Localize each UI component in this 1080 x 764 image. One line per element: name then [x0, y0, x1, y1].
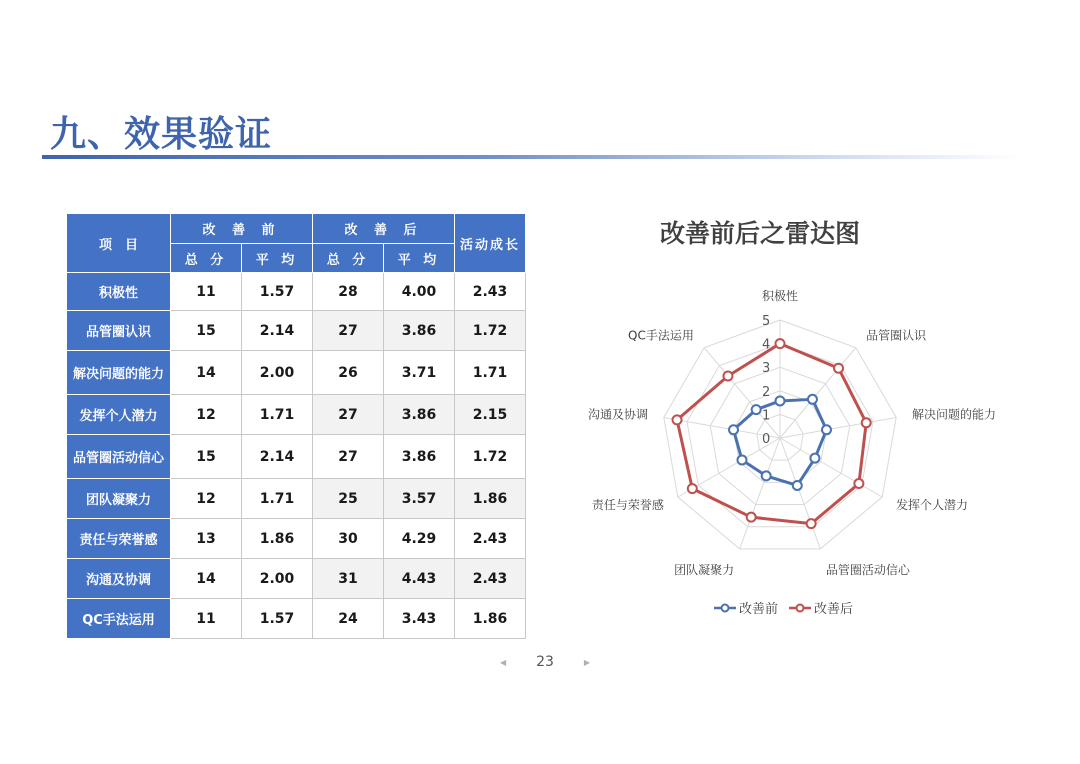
header-growth: 活动成长 [455, 214, 526, 273]
radar-category-label: 沟通及协调 [588, 407, 649, 422]
cell-after-avg: 3.86 [384, 395, 455, 435]
cell-growth: 1.86 [455, 599, 526, 639]
table-row [67, 519, 526, 559]
cell-before-avg: 2.14 [242, 435, 313, 479]
cell-after-avg: 3.71 [384, 351, 455, 395]
cell-after-total: 27 [313, 395, 384, 435]
radar-point-after [747, 513, 756, 522]
prev-page-icon[interactable]: ◀ [500, 657, 507, 667]
row-label: QC手法运用 [67, 599, 171, 639]
radar-tick-label: 3 [762, 361, 771, 377]
radar-point-after [723, 371, 732, 380]
radar-category-label: 品管圈认识 [866, 328, 927, 343]
radar-point-after [862, 418, 871, 427]
row-label: 团队凝聚力 [67, 479, 171, 519]
radar-tick-label: 2 [762, 384, 771, 400]
radar-tick-label: 4 [762, 337, 771, 353]
row-label: 责任与荣誉感 [67, 519, 171, 559]
cell-after-avg: 3.43 [384, 599, 455, 639]
radar-tick-label: 1 [762, 408, 771, 424]
radar-category-label: 责任与荣誉感 [591, 498, 664, 512]
cell-after-avg: 3.86 [384, 311, 455, 351]
radar-point-before [808, 395, 817, 404]
next-page-icon[interactable]: ▶ [583, 657, 590, 667]
cell-growth: 2.43 [455, 273, 526, 311]
cell-after-total: 26 [313, 351, 384, 395]
header-after-total: 总 分 [313, 244, 384, 273]
cell-before-avg: 2.14 [242, 311, 313, 351]
cell-after-total: 30 [313, 519, 384, 559]
radar-point-before [752, 405, 761, 414]
title-underline [42, 155, 1022, 159]
header-after: 改 善 后 [313, 214, 455, 244]
cell-before-total: 12 [171, 395, 242, 435]
radar-category-label: 解决问题的能力 [911, 407, 996, 422]
radar-point-after [854, 479, 863, 488]
radar-point-before [729, 425, 738, 434]
cell-before-avg: 1.71 [242, 479, 313, 519]
radar-point-after [776, 339, 785, 348]
table-row [67, 311, 526, 351]
cell-growth: 2.43 [455, 519, 526, 559]
cell-after-total: 24 [313, 599, 384, 639]
radar-point-after [688, 484, 697, 493]
cell-before-avg: 2.00 [242, 559, 313, 599]
row-label: 发挥个人潜力 [67, 395, 171, 435]
cell-growth: 1.72 [455, 435, 526, 479]
cell-after-avg: 3.86 [384, 435, 455, 479]
table-row [67, 435, 526, 479]
cell-before-total: 14 [171, 351, 242, 395]
cell-growth: 2.15 [455, 395, 526, 435]
cell-after-total: 25 [313, 479, 384, 519]
radar-category-label: QC手法运用 [628, 328, 694, 343]
radar-tick-label: 5 [762, 314, 771, 329]
radar-point-after [807, 519, 816, 528]
table-row [67, 599, 526, 639]
cell-before-total: 11 [171, 599, 242, 639]
cell-before-avg: 1.71 [242, 395, 313, 435]
cell-after-avg: 4.43 [384, 559, 455, 599]
cell-before-total: 12 [171, 479, 242, 519]
cell-growth: 1.86 [455, 479, 526, 519]
radar-point-before [793, 481, 802, 490]
radar-point-before [737, 455, 746, 464]
legend-item-after [788, 598, 853, 617]
cell-after-avg: 4.29 [384, 519, 455, 559]
cell-before-total: 15 [171, 435, 242, 479]
header-before: 改 善 前 [171, 214, 313, 244]
radar-chart [560, 280, 1000, 580]
legend-item-before [713, 598, 778, 617]
radar-category-label: 发挥个人潜力 [896, 498, 969, 512]
row-label: 沟通及协调 [67, 559, 171, 599]
chart-title: 改善前后之雷达图 [660, 219, 861, 248]
radar-point-after [673, 415, 682, 424]
cell-before-total: 14 [171, 559, 242, 599]
cell-after-total: 27 [313, 435, 384, 479]
cell-after-avg: 3.57 [384, 479, 455, 519]
radar-point-after [834, 364, 843, 373]
row-label: 品管圈活动信心 [67, 435, 171, 479]
radar-tick-label: 0 [762, 432, 771, 447]
cell-before-avg: 1.57 [242, 273, 313, 311]
cell-after-total: 27 [313, 311, 384, 351]
header-before-avg: 平 均 [242, 244, 313, 273]
table-row [67, 351, 526, 395]
radar-point-before [776, 396, 785, 405]
cell-growth: 2.43 [455, 559, 526, 599]
row-label: 积极性 [67, 273, 171, 311]
cell-before-avg: 2.00 [242, 351, 313, 395]
row-label: 品管圈认识 [67, 311, 171, 351]
table-row [67, 559, 526, 599]
radar-point-before [822, 425, 831, 434]
cell-after-total: 28 [313, 273, 384, 311]
row-label: 解决问题的能力 [67, 351, 171, 395]
legend-label-before: 改善前 [739, 602, 779, 617]
legend-label-after: 改善后 [814, 602, 854, 617]
evaluation-table [66, 213, 526, 639]
header-before-total: 总 分 [171, 244, 242, 273]
table-row [67, 395, 526, 435]
legend-marker-before [713, 603, 737, 613]
radar-category-label: 积极性 [761, 289, 799, 303]
legend-marker-after [788, 603, 812, 613]
cell-growth: 1.72 [455, 311, 526, 351]
radar-category-label: 团队凝聚力 [674, 562, 735, 577]
page-title: 九、效果验证 [50, 114, 273, 155]
cell-before-total: 13 [171, 519, 242, 559]
radar-category-label: 品管圈活动信心 [825, 562, 910, 577]
cell-before-avg: 1.86 [242, 519, 313, 559]
cell-before-total: 11 [171, 273, 242, 311]
radar-spoke [780, 418, 896, 438]
cell-growth: 1.71 [455, 351, 526, 395]
cell-after-total: 31 [313, 559, 384, 599]
cell-before-avg: 1.57 [242, 599, 313, 639]
chart-legend [713, 598, 853, 617]
radar-point-before [762, 471, 771, 480]
page-number: 23 [536, 654, 554, 670]
header-item: 项 目 [67, 214, 171, 273]
page-navigation [500, 654, 590, 670]
header-after-avg: 平 均 [384, 244, 455, 273]
table-row [67, 273, 526, 311]
table-row [67, 479, 526, 519]
cell-before-total: 15 [171, 311, 242, 351]
cell-after-avg: 4.00 [384, 273, 455, 311]
radar-point-before [810, 454, 819, 463]
radar-spoke [740, 438, 780, 549]
